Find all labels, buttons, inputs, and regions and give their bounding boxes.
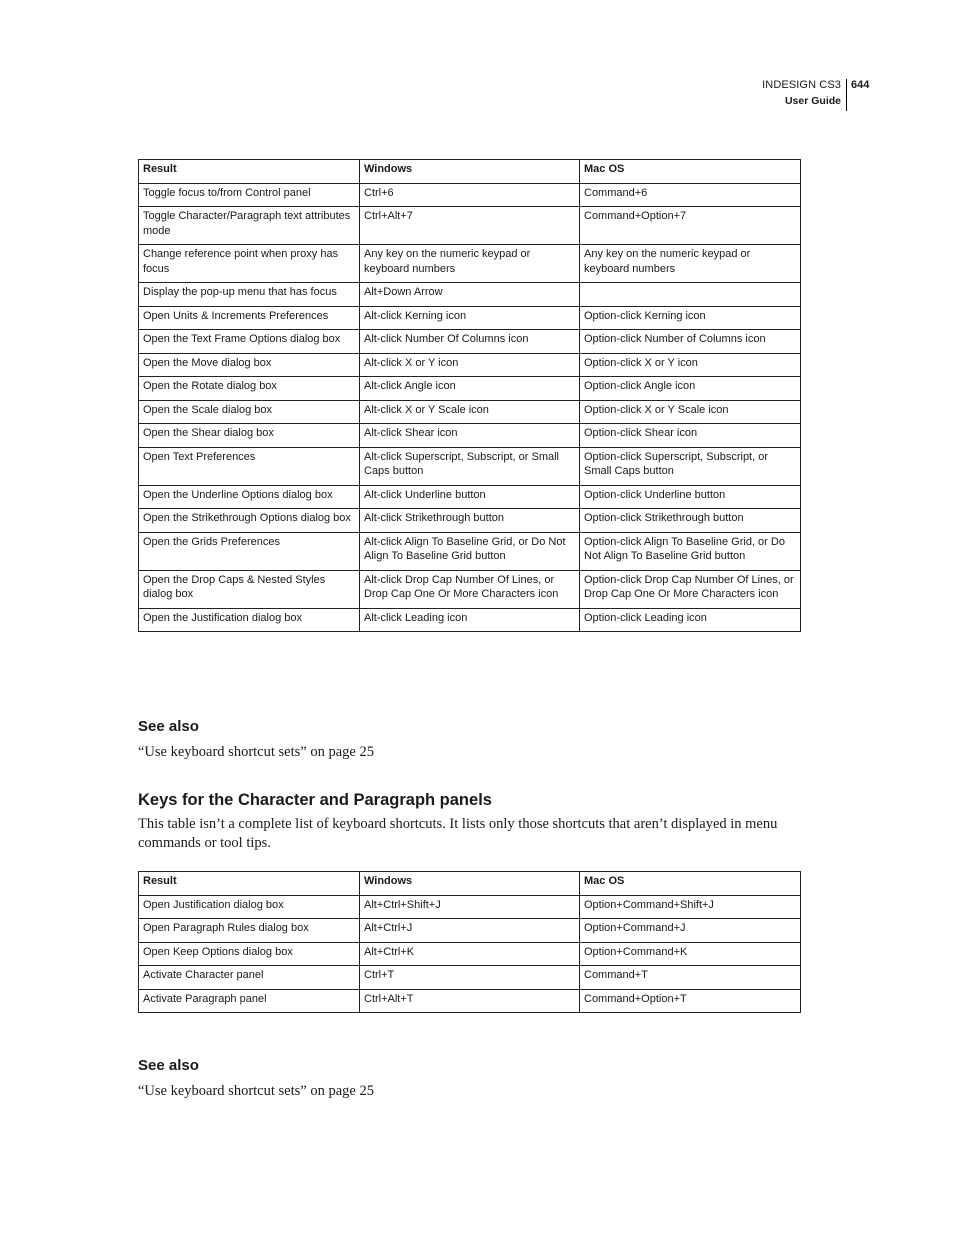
column-header-windows: Windows [360,872,580,896]
cell-result: Open Justification dialog box [139,895,360,919]
cell-windows: Ctrl+T [360,966,580,990]
cell-macos: Option-click Superscript, Subscript, or Small Caps button [580,447,801,485]
cell-result: Open Text Preferences [139,447,360,485]
cell-macos [580,283,801,307]
cell-macos: Command+Option+7 [580,207,801,245]
table-row [139,608,801,632]
cell-macos: Option-click Drop Cap Number Of Lines, or Drop Cap One Or More Characters icon [580,570,801,608]
cell-result: Change reference point when proxy has focus [139,245,360,283]
table-row [139,532,801,570]
cell-result: Open the Drop Caps & Nested Styles dialog box [139,570,360,608]
section-intro: This table isn’t a complete list of keyboard shortcuts. It lists only those shortcuts that aren’t displayed in menu commands or tool tips. [138,816,778,851]
cell-result: Open the Text Frame Options dialog box [139,330,360,354]
see-also-heading: See also [138,1057,199,1074]
table-row [139,306,801,330]
table2-body [139,895,801,1013]
table-row [139,919,801,943]
cell-windows: Alt-click Number Of Columns icon [360,330,580,354]
column-header-result: Result [139,160,360,184]
table-row [139,895,801,919]
see-also-link[interactable]: “Use keyboard shortcut sets” on page 25 [138,1083,374,1099]
column-header-macos: Mac OS [580,160,801,184]
cell-windows: Alt-click X or Y Scale icon [360,400,580,424]
cell-macos: Any key on the numeric keypad or keyboard numbers [580,245,801,283]
cell-result: Open the Justification dialog box [139,608,360,632]
table-row [139,245,801,283]
page-number: 644 [851,79,870,91]
column-header-macos: Mac OS [580,872,801,896]
cell-result: Open the Rotate dialog box [139,377,360,401]
table-row [139,207,801,245]
cell-result: Toggle focus to/from Control panel [139,183,360,207]
table-header-row [139,160,801,184]
cell-macos: Option-click Kerning icon [580,306,801,330]
cell-windows: Ctrl+6 [360,183,580,207]
see-also-link[interactable]: “Use keyboard shortcut sets” on page 25 [138,744,374,760]
cell-macos: Option-click X or Y Scale icon [580,400,801,424]
cell-macos: Command+6 [580,183,801,207]
cell-result: Activate Paragraph panel [139,989,360,1013]
cell-macos: Option-click Leading icon [580,608,801,632]
table-row [139,509,801,533]
table1-body [139,183,801,632]
table-row [139,283,801,307]
section-heading: Keys for the Character and Paragraph panels [138,791,492,809]
cell-windows: Alt+Ctrl+K [360,942,580,966]
cell-windows: Alt-click Superscript, Subscript, or Small Caps button [360,447,580,485]
table-row [139,183,801,207]
cell-result: Open Keep Options dialog box [139,942,360,966]
cell-result: Open the Move dialog box [139,353,360,377]
guide-name: User Guide [784,95,841,107]
see-also-heading: See also [138,718,199,735]
product-name: INDESIGN CS3 [762,79,841,91]
shortcut-table-1 [138,159,801,632]
cell-macos: Option+Command+Shift+J [580,895,801,919]
table-row [139,447,801,485]
cell-macos: Option+Command+J [580,919,801,943]
table-row [139,570,801,608]
cell-macos: Option-click Strikethrough button [580,509,801,533]
cell-windows: Alt-click Underline button [360,485,580,509]
cell-windows: Alt+Down Arrow [360,283,580,307]
table-row [139,424,801,448]
cell-result: Activate Character panel [139,966,360,990]
cell-macos: Option-click Shear icon [580,424,801,448]
cell-result: Open the Grids Preferences [139,532,360,570]
table-row [139,400,801,424]
cell-macos: Command+T [580,966,801,990]
cell-macos: Option+Command+K [580,942,801,966]
cell-windows: Alt-click Strikethrough button [360,509,580,533]
table-row [139,942,801,966]
table-row [139,353,801,377]
cell-windows: Alt-click Drop Cap Number Of Lines, or Drop Cap One Or More Characters icon [360,570,580,608]
cell-windows: Alt-click X or Y icon [360,353,580,377]
cell-macos: Option-click X or Y icon [580,353,801,377]
cell-windows: Alt-click Shear icon [360,424,580,448]
column-header-windows: Windows [360,160,580,184]
table-row [139,485,801,509]
cell-macos: Option-click Number of Columns icon [580,330,801,354]
cell-windows: Ctrl+Alt+T [360,989,580,1013]
cell-windows: Alt+Ctrl+Shift+J [360,895,580,919]
cell-windows: Any key on the numeric keypad or keyboard numbers [360,245,580,283]
cell-macos: Option-click Underline button [580,485,801,509]
cell-windows: Alt-click Align To Baseline Grid, or Do Not Align To Baseline Grid button [360,532,580,570]
cell-result: Open the Scale dialog box [139,400,360,424]
running-header [700,79,847,111]
cell-macos: Command+Option+T [580,989,801,1013]
table-row [139,989,801,1013]
cell-result: Open the Strikethrough Options dialog box [139,509,360,533]
cell-macos: Option-click Align To Baseline Grid, or Do Not Align To Baseline Grid button [580,532,801,570]
cell-result: Open Units & Increments Preferences [139,306,360,330]
cell-result: Toggle Character/Paragraph text attributes mode [139,207,360,245]
shortcut-table-2 [138,871,801,1013]
cell-windows: Alt-click Kerning icon [360,306,580,330]
cell-result: Open Paragraph Rules dialog box [139,919,360,943]
cell-windows: Alt-click Leading icon [360,608,580,632]
table-row [139,377,801,401]
table-row [139,966,801,990]
table-header-row [139,872,801,896]
table-row [139,330,801,354]
cell-result: Open the Shear dialog box [139,424,360,448]
cell-macos: Option-click Angle icon [580,377,801,401]
cell-windows: Alt+Ctrl+J [360,919,580,943]
column-header-result: Result [139,872,360,896]
cell-result: Open the Underline Options dialog box [139,485,360,509]
cell-windows: Alt-click Angle icon [360,377,580,401]
cell-windows: Ctrl+Alt+7 [360,207,580,245]
cell-result: Display the pop-up menu that has focus [139,283,360,307]
